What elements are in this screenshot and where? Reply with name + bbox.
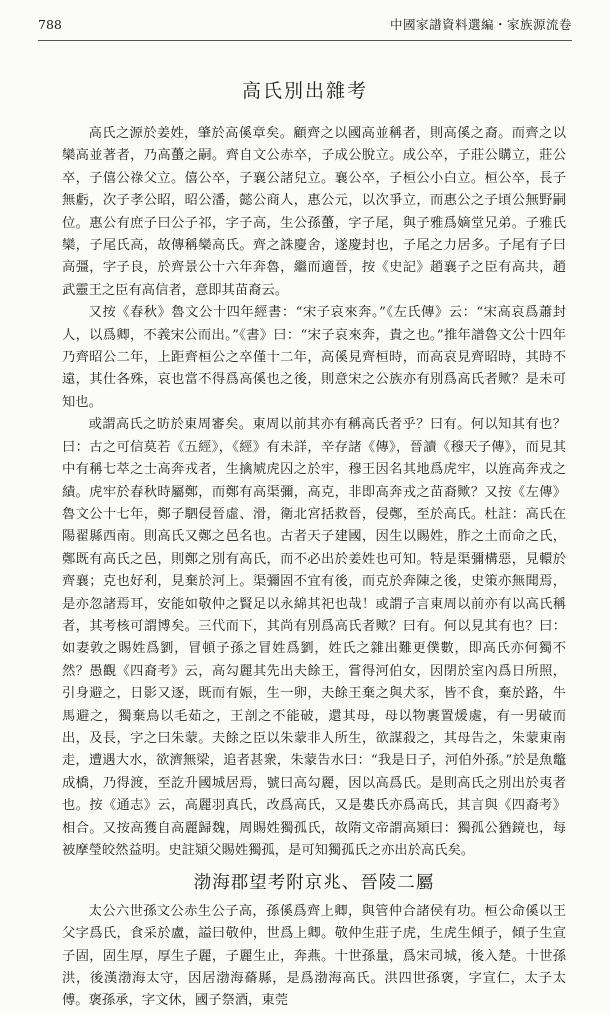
running-title: 中國家譜資料選編・家族源流卷 — [389, 17, 572, 32]
article-title: 高氏別出雜考 — [241, 80, 368, 102]
paragraph: 又按《春秋》魯文公十四年經書：“宋子哀來奔。”《左氏傳》云：“宋高哀爲蕭封人，以爲卿，不義宋公而出。”《書》曰：“宋子哀來奔，貴之也。”推年譜魯文公十四年乃齊昭公二年，上距齊桓公之卒僅十二年，高傒見齊桓時，而高哀見齊昭時，其時不遠，其仕各殊，哀也當不得爲高傒也之後，則意宋之公族亦有別爲高氏者歟？是未可知也。 — [62, 305, 566, 410]
page-header — [38, 14, 572, 36]
paragraph: 高氏之源於姜姓，肇於高傒章矣。顧齊之以國高並稱者，則高傒之裔。而齊之以欒高並著者，乃高蠆之嗣。齊自文公赤卒，子成公脫立。成公卒，子莊公購立，莊公卒，子僖公祿父立。僖公卒，子襄公諸兒立。襄公卒，子桓公小白立。桓公卒，長子無虧，次子孝公昭，昭公潘，懿公商人，惠公元，以次爭立，而惠公之子頃公無野嗣位。惠公有庶子曰公子祁，字子高，生公孫蠆，字子尾，與子雅爲嫡堂兄弟。子雅氏欒，子尾氏高，故傳稱欒高氏。齊之誅慶舍，遂慶封也，子尾之力居多。子尾有子曰高彊，字子良，於齊景公十六年奔魯，繼而適晉，按《史記》趙襄子之臣有高共，趙武靈王之臣有高信者，意即其苗裔云。 — [62, 126, 566, 298]
paragraph: 太公六世孫文公赤生公子高，孫傒爲齊上卿，與管仲合諸侯有功。桓公命傒以王父字爲氏，食采於盧，謚曰敬仲，世爲上卿。敬仲生莊子虎，生虎生傾子，傾子生宣子固，固生厚，厚生子麗，子麗生止，奔燕。十世孫量，爲宋司城，後入楚。十世孫洪，後漢渤海太守，因居渤海蓨縣，是爲渤海高氏。洪四世孫褒，字宣仁，太子太傅。褒孫承，字文休，國子祭酒，東莞 — [62, 903, 566, 1009]
page-number: 788 — [38, 17, 62, 32]
header-rule — [38, 40, 572, 41]
paragraph: 或謂高氏之昉於東周審矣。東周以前其亦有稱高氏者乎？曰有。何以知其有也？曰：古之可信莫若《五經》，《經》有未詳，辛存諸《傳》，晉讀《穆天子傳》，而見其中有稱七萃之士高奔戎者，生擒虓虎囚之於牢，穆王因名其地爲虎牢，以旌高奔戎之績。虎牢於春秋時屬鄭，而鄭有高渠彌，高克，非即高奔戎之苗裔歟？又按《左傳》魯文公十七年，鄭子駟侵晉虛、滑，衛北宮括救晉，侵鄭，至於高氏。杜註：高氏在陽翟縣西南。則高氏又鄭之邑名也。古者天子建國，因生以賜姓，胙之土而命之氏，鄭既有高氏之邑，則鄭之別有高氏，而不必出於姜姓也可知。特是渠彌構惡，見轘於齊襄；克也好利，見棄於河上。渠彌固不宜有後，而克於奔陳之後，史策亦無聞焉，是亦忽諸焉耳，安能如敬仲之賢足以永綿其祀也哉！或謂子言東周以前亦有以高氏稱者，其考核可謂博矣。三代而下，其尚有別爲高氏者歟？曰有。何以見其有也？曰：如妻敦之賜姓爲劉，冒頓子孫之冒姓爲劉，姓氏之雜出難更僕數，即高氏亦何獨不然？愚觀《四裔考》云，高勾麗其先出夫餘王，嘗得河伯女，因閉於室內爲日所照，引身避之，日影又逐，既而有娠，生一卵，夫餘王棄之與犬豕，皆不食，棄於路，牛馬避之，獨棄鳥以毛茹之，王剖之不能破，還其母，母以物裹置煖處，有一男破而出，及長，字之曰朱蒙。夫餘之臣以朱蒙非人所生，欲謀殺之，其母告之，朱蒙東南走，遭遇大水，欲濟無梁，追者甚衆，朱蒙告水曰：“我是日子，河伯外孫。”於是魚鼈成橋，乃得渡，至訖升國城居焉，號曰高勾麗，因以高爲氏。是則高氏之別出於夷者也。按《通志》云，高麗羽真氏，改爲高氏，又是婁氏亦爲高氏，其言與《四裔考》相合。又按高獲自高麗歸魏，周賜姓獨孤氏，故隋文帝謂高熲曰：獨孤公猶鏡也，每被摩瑩皎然益明。史註熲父賜姓獨孤，是可知獨孤氏之亦出於高氏矣。 — [62, 417, 566, 858]
article-body — [62, 123, 566, 1013]
section-subheading: 渤海郡望考附京兆、晉陵二屬 — [193, 873, 435, 894]
